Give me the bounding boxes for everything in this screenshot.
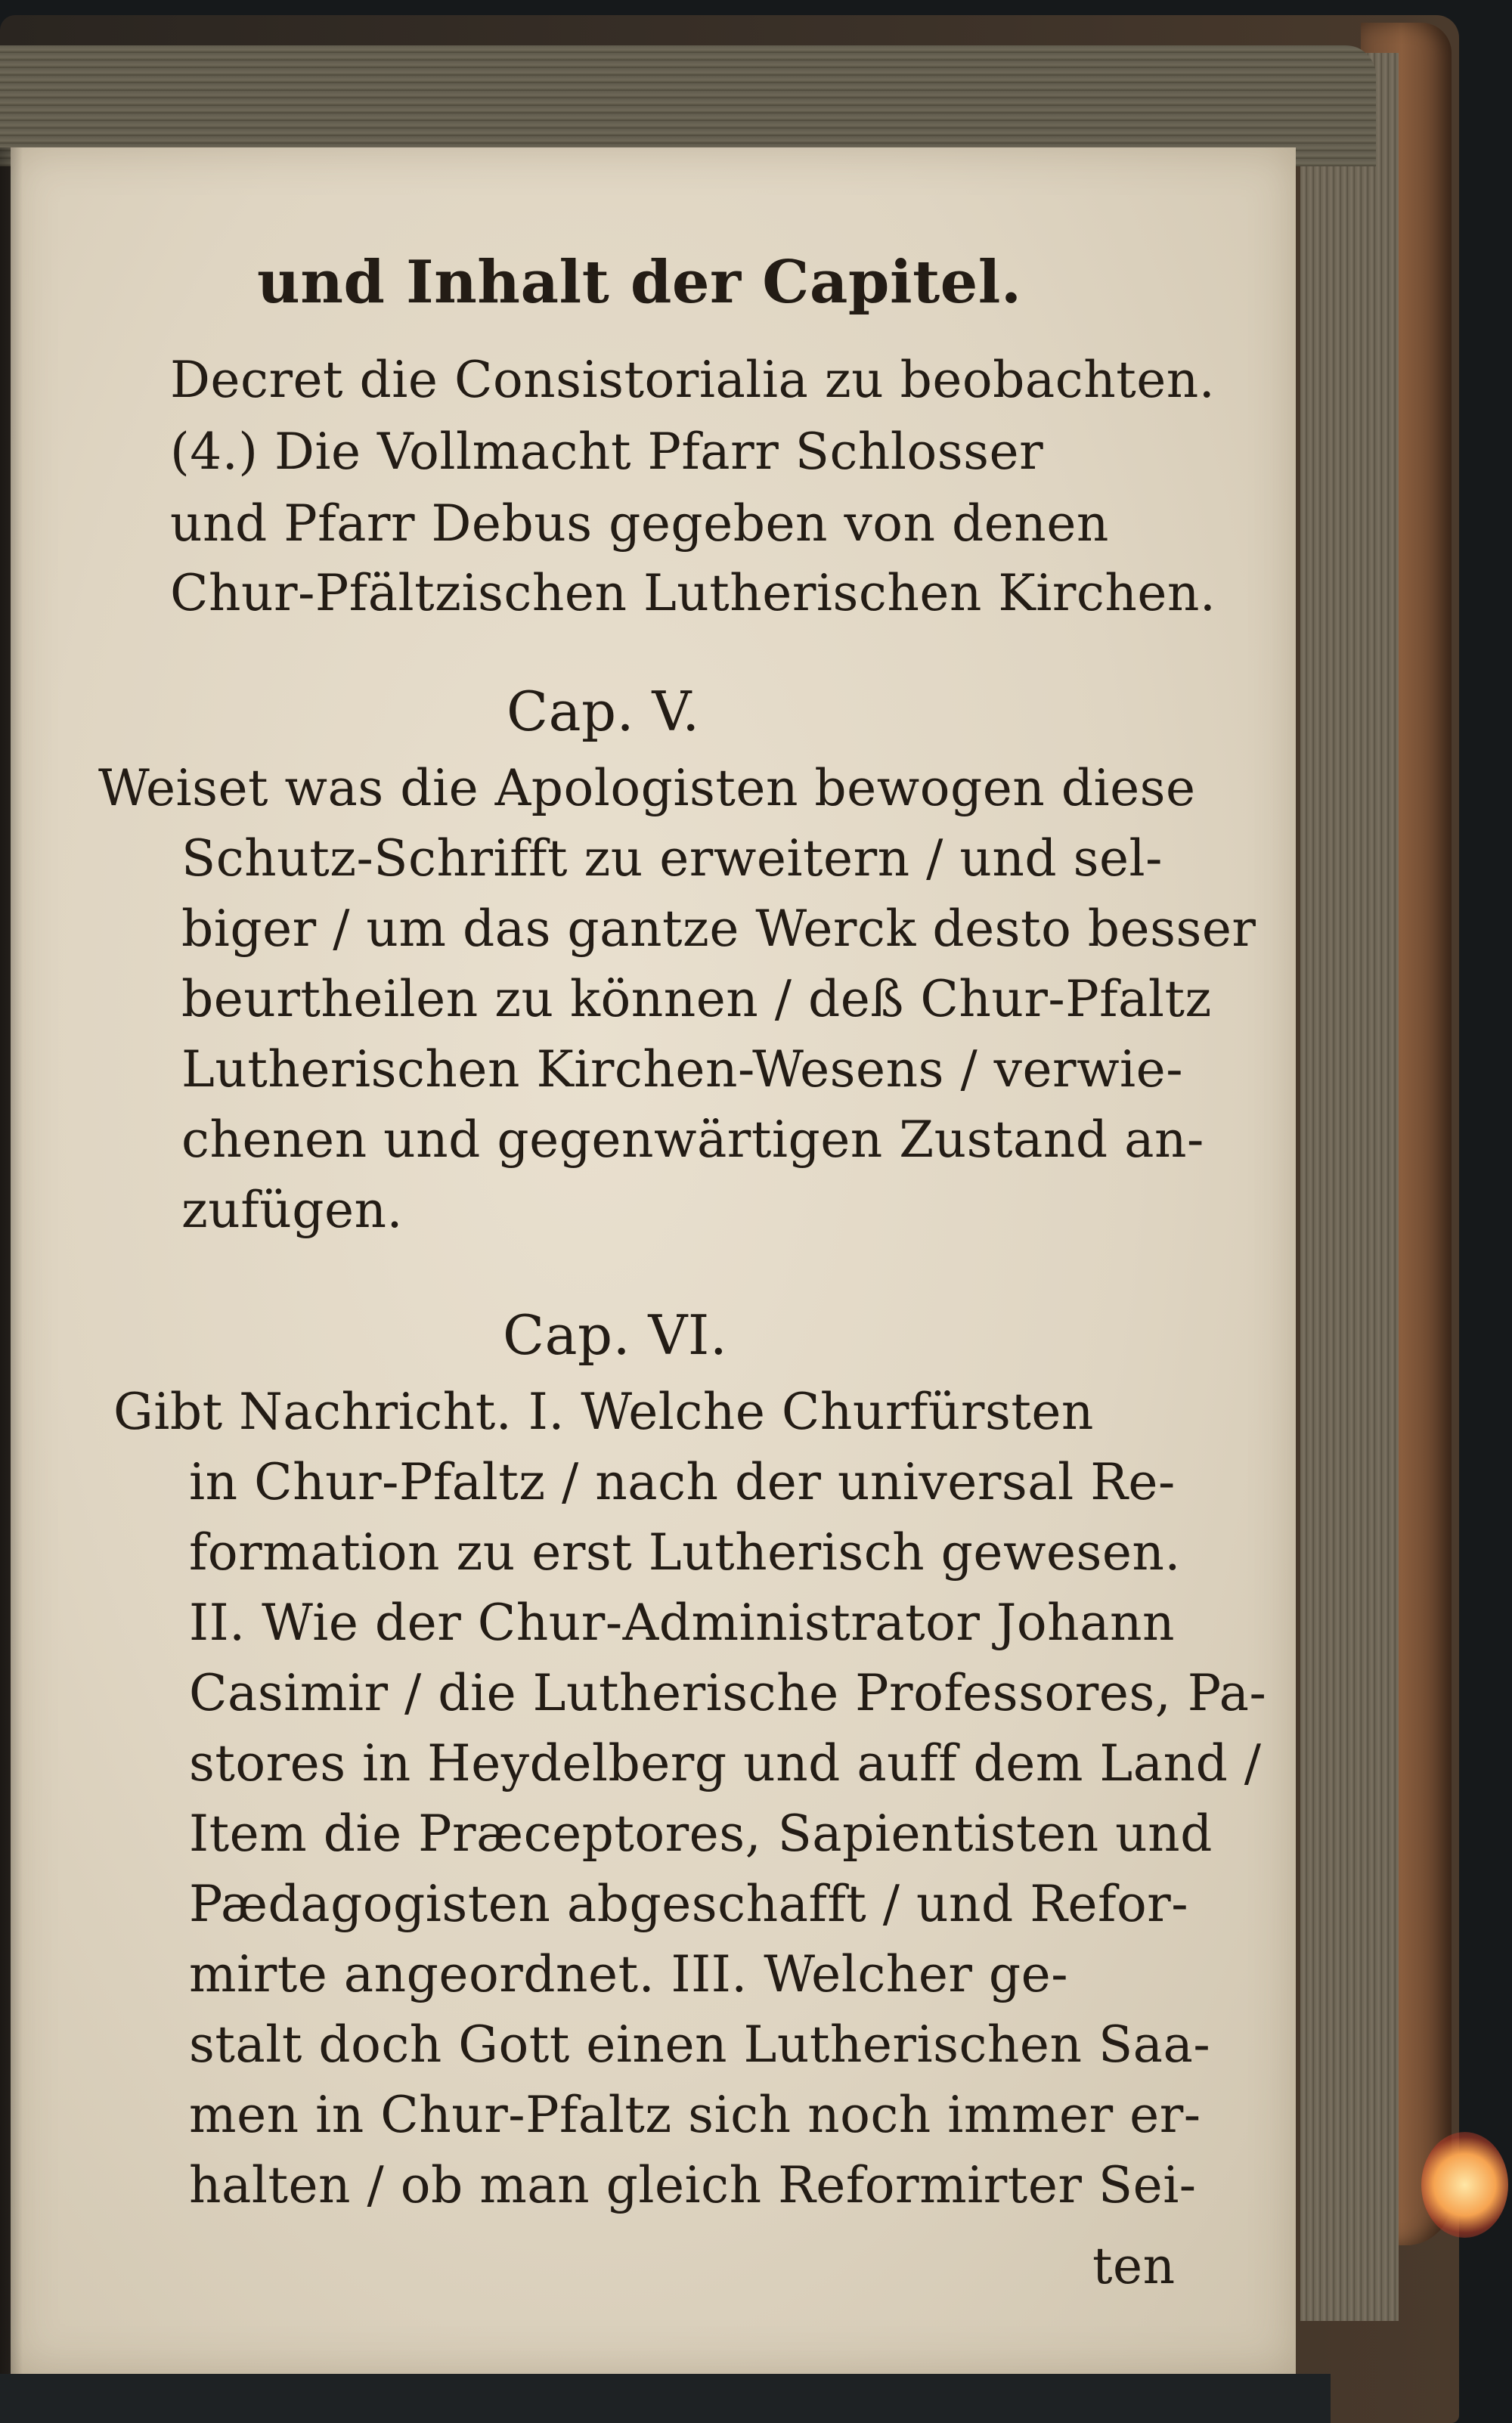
text-line: Item die Præceptores, Sapientisten und [189, 1805, 1213, 1863]
text-line: halten / ob man gleich Reformirter Sei- [189, 2156, 1197, 2214]
text-line: in Chur-Pfaltz / nach der universal Re- [189, 1453, 1176, 1511]
text-line: stores in Heydelberg und auff dem Land / [189, 1734, 1262, 1792]
text-line: Weiset was die Apologisten bewogen diese [98, 759, 1196, 817]
light-glare [1421, 2132, 1508, 2238]
text-line: beurtheilen zu können / deß Chur-Pfaltz [181, 970, 1212, 1028]
text-line: Lutherischen Kirchen-Wesens / verwie- [181, 1040, 1184, 1098]
text-line: mirte angeordnet. III. Welcher ge- [189, 1945, 1069, 2003]
page-gutter-shadow [0, 147, 23, 2374]
text-line: Decret die Consistorialia zu beobachten. [170, 351, 1216, 409]
text-line: biger / um das gantze Werck desto besser [181, 900, 1256, 958]
catchword: ten [1092, 2237, 1176, 2295]
text-line: und Pfarr Debus gegeben von denen [170, 494, 1109, 553]
text-line: Chur-Pfältzischen Lutherischen Kirchen. [170, 564, 1216, 622]
text-line: II. Wie der Chur-Administrator Johann [189, 1594, 1175, 1652]
text-line: Gibt Nachricht. I. Welche Churfürsten [113, 1383, 1094, 1441]
text-line: Schutz-Schrifft zu erweitern / und sel- [181, 829, 1163, 888]
text-line: stalt doch Gott einen Lutherischen Saa- [189, 2016, 1211, 2074]
text-line: formation zu erst Lutherisch gewesen. [189, 1523, 1181, 1582]
text-line: Pædagogisten abgeschafft / und Refor- [189, 1875, 1189, 1933]
running-head: und Inhalt der Capitel. [257, 248, 1022, 317]
text-line: (4.) Die Vollmacht Pfarr Schlosser [170, 423, 1044, 481]
text-line: Casimir / die Lutherische Professores, Pa- [189, 1664, 1267, 1722]
text-line: men in Chur-Pfaltz sich noch immer er- [189, 2086, 1201, 2144]
page-stack-right-edge [1300, 53, 1399, 2321]
chapter-heading: Cap. V. [507, 680, 700, 743]
text-line: zufügen. [181, 1181, 404, 1239]
text-line: chenen und gegenwärtigen Zustand an- [181, 1111, 1204, 1169]
bottom-shadow [0, 2374, 1331, 2423]
chapter-heading: Cap. VI. [503, 1303, 728, 1367]
